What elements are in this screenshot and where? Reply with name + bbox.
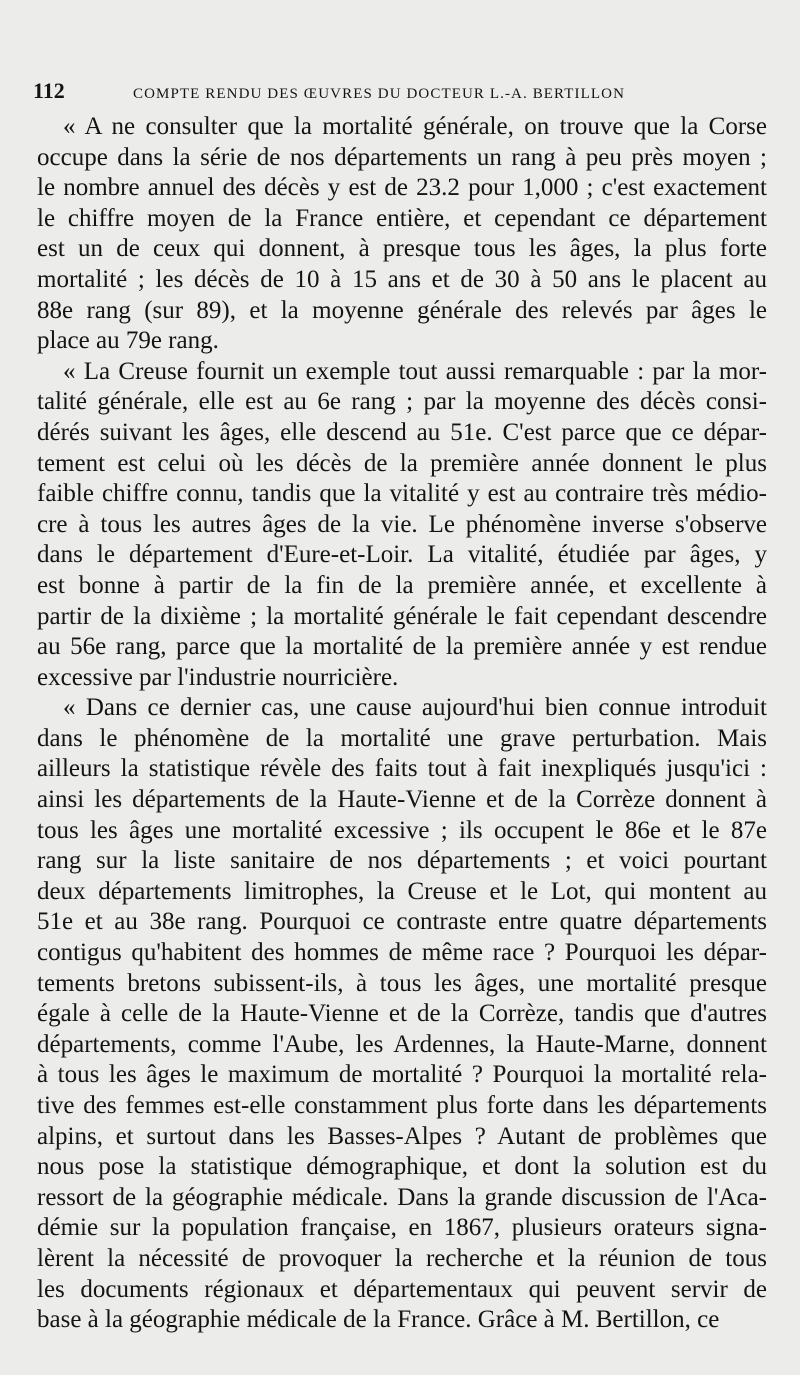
text-line: « La Creuse fournit un exemple tout aussi remarquable : par la mor- [63,357,767,385]
text-line: « Dans ce dernier cas, une cause aujourd'hui bien connue introduit [63,694,767,722]
text-line: le nombre annuel des décès y est de 23.2 pour 1,000 ; c'est exactement [37,174,767,202]
text-line: tous les âges une mortalité excessive ; ils occupent le 86e et le 87e [37,816,767,844]
text-line: tement est celui où les décès de la première année donnent le plus [37,449,767,477]
text-line: 88e rang (sur 89), et la moyenne générale des relevés par âges le [37,296,767,324]
text-line: contigus qu'habitent des hommes de même race ? Pourquoi les dépar- [37,939,767,967]
paragraph [37,112,767,357]
text-line: faible chiffre connu, tandis que la vitalité y est au contraire très médio- [37,480,767,508]
text-line: départements, comme l'Aube, les Ardennes, la Haute-Marne, donnent [37,1030,767,1058]
paragraph [37,357,767,694]
text-line: démie sur la population française, en 1867, plusieurs orateurs signa- [37,1214,767,1242]
text-line: ressort de la géographie médicale. Dans la grande discussion de l'Aca- [37,1183,767,1211]
text-line: talité générale, elle est au 6e rang ; par la moyenne des décès consi- [37,388,767,416]
text-line: mortalité ; les décès de 10 à 15 ans et de 30 à 50 ans le placent au [37,265,767,293]
text-line: cre à tous les autres âges de la vie. Le phénomène inverse s'observe [37,510,767,538]
text-line: le chiffre moyen de la France entière, et cependant ce département [37,204,767,232]
paragraph [37,693,767,1335]
text-line: ainsi les départements de la Haute-Vienne et de la Corrèze donnent à [37,786,767,814]
text-line: dans le phénomène de la mortalité une grave perturbation. Mais [37,724,767,752]
text-line: « A ne consulter que la mortalité générale, on trouve que la Corse [63,113,767,140]
text-line: dérés suivant les âges, elle descend au 51e. C'est parce que ce dépar- [37,418,767,446]
text-line: partir de la dixième ; la mortalité générale le fait cependant descendre [37,602,767,630]
body-text [37,112,767,1336]
text-line: occupe dans la série de nos départements un rang à peu près moyen ; [37,143,767,171]
text-line: est un de ceux qui donnent, à presque tous les âges, la plus forte [37,235,767,263]
running-head: COMPTE RENDU DES ŒUVRES DU DOCTEUR L.-A. BERTILLON [133,86,626,102]
text-line: place au 79e rang. [37,327,219,355]
text-line: égale à celle de la Haute-Vienne et de la Corrèze, tandis que d'autres [37,1000,767,1028]
text-line: les documents régionaux et départementaux qui peuvent servir de [37,1275,767,1303]
text-line: alpins, et surtout dans les Basses-Alpes ? Autant de problèmes que [37,1122,767,1150]
text-line: base à la géographie médicale de la France. Grâce à M. Bertillon, ce [37,1306,720,1334]
text-line: tements bretons subissent-ils, à tous les âges, une mortalité presque [37,969,767,997]
text-line: lèrent la nécessité de provoquer la recherche et la réunion de tous [37,1244,767,1272]
text-line: tive des femmes est-elle constamment plus forte dans les départements [37,1092,767,1119]
page-number: 112 [33,78,65,103]
text-line: dans le département d'Eure-et-Loir. La vitalité, étudiée par âges, y [37,541,767,569]
text-line: deux départements limitrophes, la Creuse et le Lot, qui montent au [37,877,767,905]
text-line: nous pose la statistique démographique, et dont la solution est du [37,1153,767,1181]
text-line: au 56e rang, parce que la mortalité de la première année y est rendue [37,633,767,661]
text-line: 51e et au 38e rang. Pourquoi ce contraste entre quatre départements [37,908,767,936]
text-line: excessive par l'industrie nourricière. [37,663,399,691]
text-line: à tous les âges le maximum de mortalité ? Pourquoi la mortalité rela- [37,1061,767,1089]
text-line: ailleurs la statistique révèle des faits tout à fait inexpliqués jusqu'ici : [37,755,767,783]
text-line: rang sur la liste sanitaire de nos départements ; et voici pourtant [37,847,767,875]
text-line: est bonne à partir de la fin de la première année, et excellente à [37,571,767,599]
page-header [33,78,758,104]
